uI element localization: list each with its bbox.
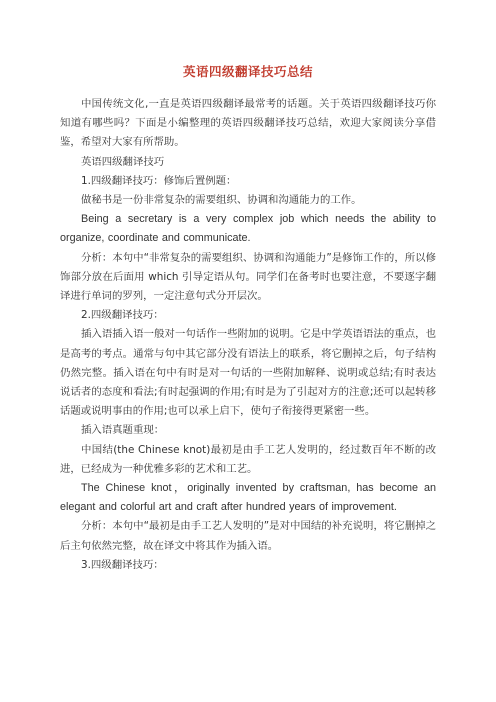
example-chinese: 做秘书是一份非常复杂的需要组织、协调和沟通能力的工作。	[81, 194, 362, 207]
tip-2-explanation: 插入语插入语一般对一句话作一些附加的说明。它是中学英语语法的重点，也是高考的考点。通常与句中其它部分没有语法上的联系，将它删掉之后，句子结构仍然完整。插入语在句中有时是对一句话的一些附加解释、说明或总结;有时表达说话者的态度和看法;有时起强调的作用;有时是为了引起对方的注意;还可以起转移话题或说明事由的作用;也可以承上启下，使句子衔接得更紧密一些。	[60, 328, 436, 418]
tip-1-analysis: 分析：本句中“非常复杂的需要组织、协调和沟通能力”是修饰工作的，所以修饰部分放在后面用 which 引导定语从句。同学们在备考时也要注意，不要逐字翻译进行单词的罗列，一定注意句式分开层次。	[60, 251, 436, 303]
tip-2-analysis: 分析：本句中“最初是由手工艺人发明的”是对中国结的补充说明，将它删掉之后主句依然完整，故在译文中将其作为插入语。	[60, 520, 436, 552]
exam-example-chinese: 中国结(the Chinese knot)最初是由手工艺人发明的，经过数百年不断的改进，已经成为一种优雅多彩的艺术和工艺。	[60, 443, 436, 475]
exam-example-english: The Chinese knot，originally invented by craftsman, has become an elegant and colorful art and craft after hundred years of improvement.	[60, 482, 436, 514]
tip-1-heading: 1.四级翻译技巧：修饰后置例题：	[81, 174, 237, 187]
tip-2-heading: 2.四级翻译技巧：	[81, 309, 164, 322]
document-body	[60, 95, 436, 575]
document-title: 英语四级翻译技巧总结	[182, 64, 313, 79]
exam-example-heading: 插入语真题重现：	[81, 424, 165, 437]
section-heading: 英语四级翻译技巧	[81, 155, 165, 168]
tip-3-heading: 3.四级翻译技巧：	[81, 558, 164, 571]
intro-paragraph: 中国传统文化,一直是英语四级翻译最常考的话题。关于英语四级翻译技巧你知道有哪些吗？下面是小编整理的英语四级翻译技巧总结，欢迎大家阅读分享借鉴，希望对大家有所帮助。	[60, 98, 436, 149]
example-english: Being a secretary is a very complex job which needs the ability to organize, coordinate and communicate.	[60, 213, 436, 245]
